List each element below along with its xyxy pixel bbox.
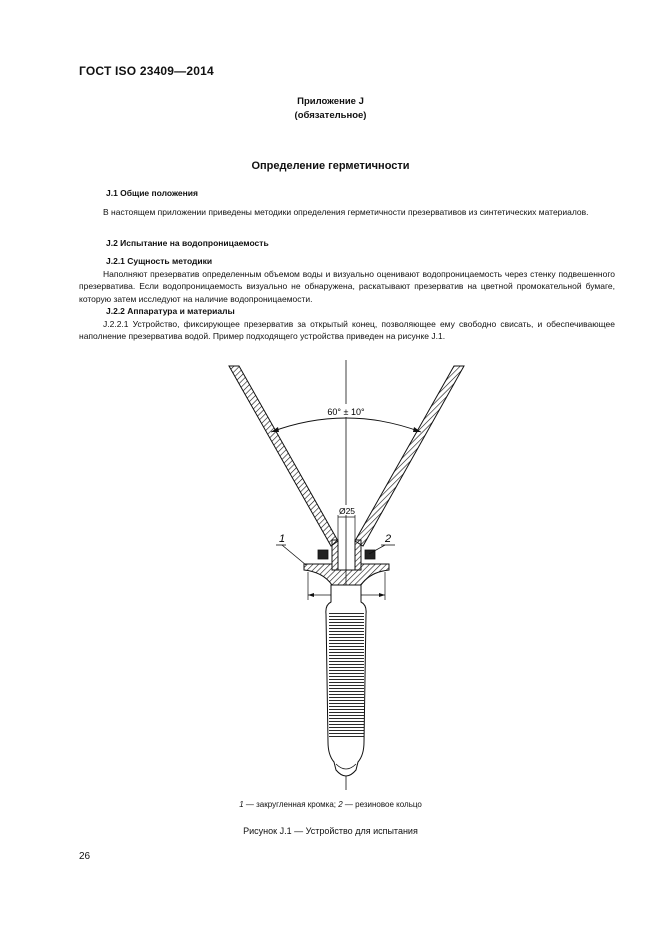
section-j2-heading: J.2 Испытание на водопроницаемость bbox=[106, 238, 269, 248]
document-header: ГОСТ ISO 23409—2014 bbox=[79, 64, 214, 78]
callout-2: 2 bbox=[385, 533, 392, 545]
funnel-right-wall bbox=[355, 366, 464, 546]
section-j21-heading: J.2.1 Сущность методики bbox=[106, 256, 213, 266]
section-j1-heading: J.1 Общие положения bbox=[106, 188, 198, 198]
condom-water-fill bbox=[329, 612, 364, 738]
funnel-left-wall bbox=[229, 366, 338, 546]
figure-legend bbox=[0, 800, 661, 809]
section-j221-text-content: J.2.2.1 Устройство, фиксирующее презерватив за открытый конец, позволяющее ему свободно свисать, и обеспечивающее наполнение презерватива водой. Пример подходящего устройства приведен на рисунке J.1. bbox=[79, 319, 615, 342]
page-number: 26 bbox=[79, 851, 91, 862]
section-j22-heading: J.2.2 Аппаратура и материалы bbox=[106, 306, 235, 316]
legend-text-2: — резиновое кольцо bbox=[342, 800, 422, 809]
section-j21-text-content: Наполняют презерватив определенным объемом воды и визуально оценивают водопроницаемость через стенку подвешенного презерватива. Если водопроницаемость визуально не обнаружена, раскатывают презерватив на цветной промокательной бумаге, которую затем исследуют на наличие водопроницаемости. bbox=[79, 269, 615, 304]
neck-left-wall bbox=[332, 540, 338, 570]
main-title: Определение герметичности bbox=[251, 160, 410, 172]
callout-1: 1 bbox=[279, 533, 286, 545]
annex-title: Приложение J bbox=[297, 96, 364, 107]
rounded-rim bbox=[304, 564, 389, 585]
annex-status: (обязательное) bbox=[294, 110, 367, 121]
angle-label: 60° ± 10° bbox=[327, 407, 365, 417]
neck-right-wall bbox=[355, 540, 361, 570]
dimension-top-label: Ø25 bbox=[338, 506, 356, 516]
legend-text-1: — закругленная кромка; bbox=[243, 800, 339, 809]
figure-title: Рисунок J.1 — Устройство для испытания bbox=[243, 826, 418, 836]
legend-num-1: 1 bbox=[239, 800, 244, 809]
rubber-ring-left bbox=[318, 550, 328, 559]
section-j1-text-content: В настоящем приложении приведены методики определения герметичности презервативов из синтетических материалов. bbox=[103, 207, 589, 217]
legend-num-2: 2 bbox=[338, 800, 343, 809]
